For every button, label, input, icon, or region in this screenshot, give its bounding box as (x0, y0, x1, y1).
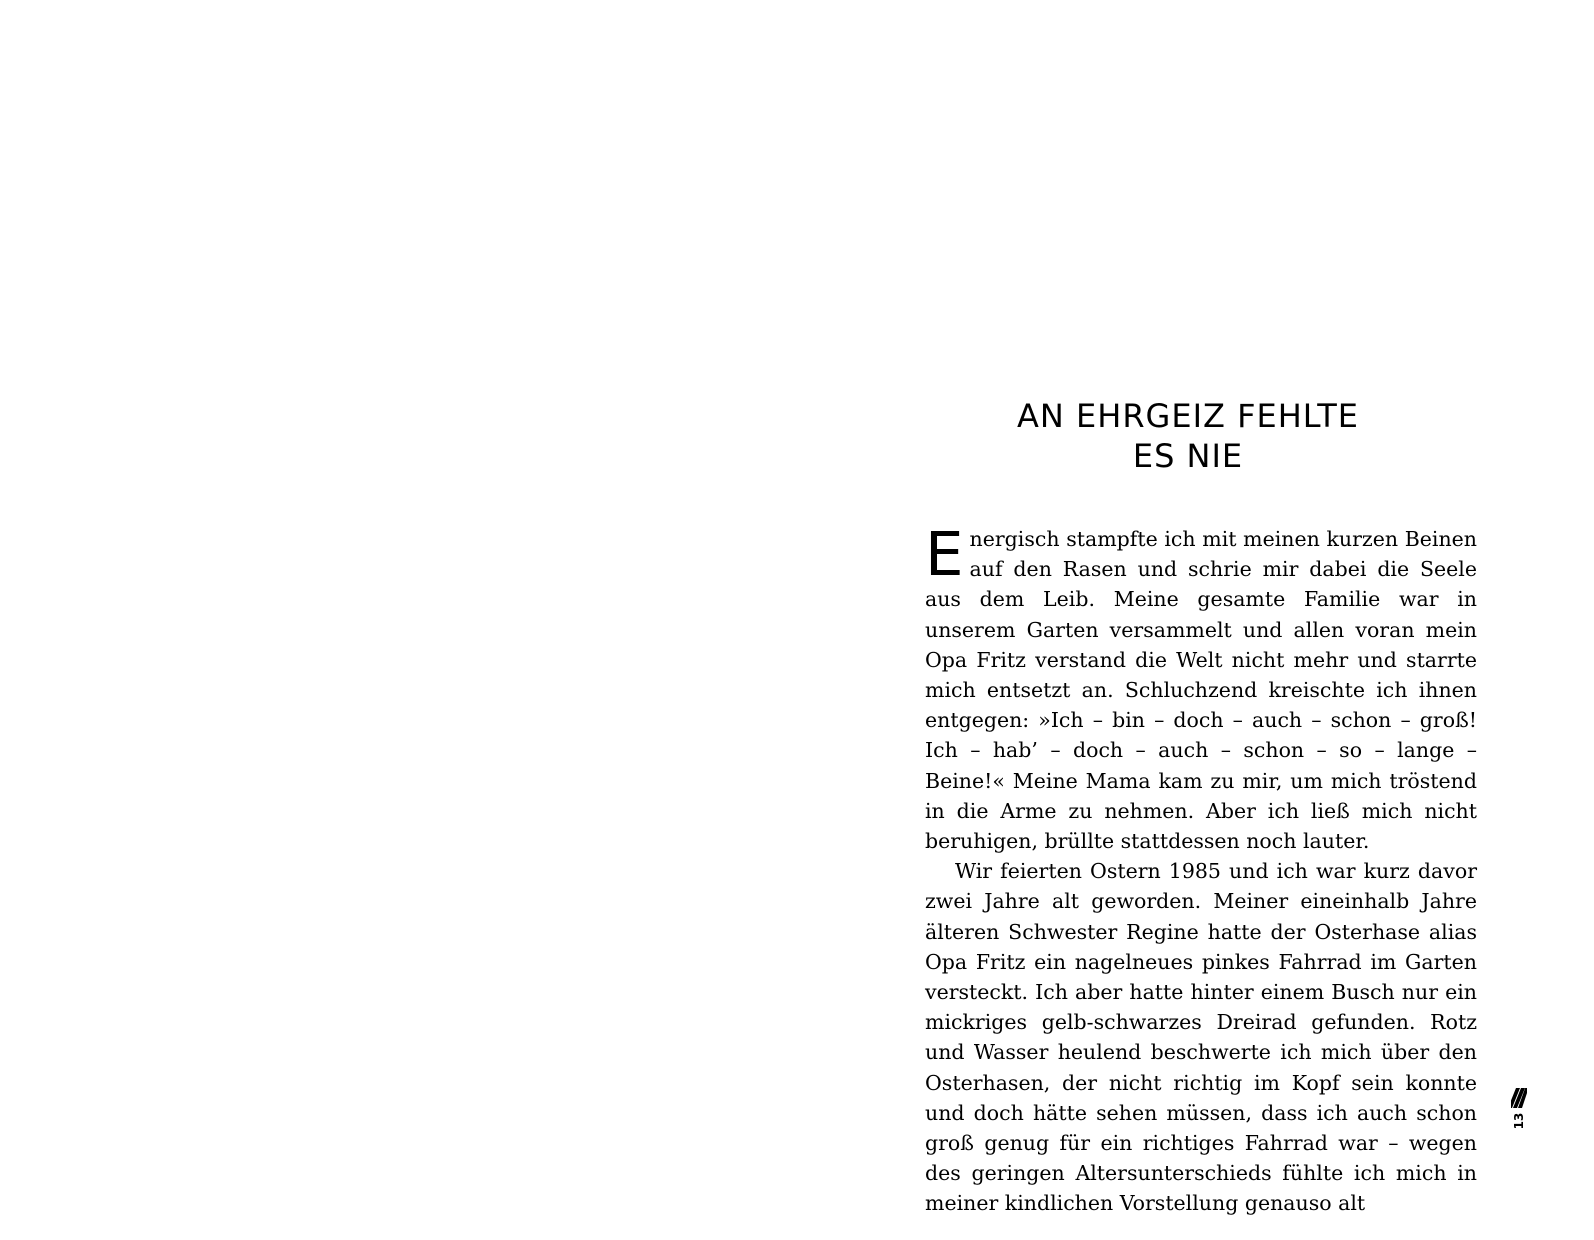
paragraph-1-text: nergisch stampfte ich mit meinen kurzen Beinen auf den Rasen und schrie mir dabei die Seele aus dem Leib. Meine gesamte Familie war in unserem Garten versammelt und allen voran mein Opa Fritz verstand die Welt nicht mehr und starrte mich entsetzt an. Schluchzend kreischte ich ihnen entgegen: »Ich – bin – doch – auch – schon – groß! Ich – hab’ – doch – auch – schon – so – lange – Beine!« Meine Mama kam zu mir, um mich tröstend in die Arme zu nehmen. Aber ich ließ mich nicht beruhigen, brüllte stattdessen noch lauter. (925, 527, 1477, 854)
chapter-title (902, 396, 1474, 476)
drop-cap: E (925, 519, 964, 590)
paragraph-2: Wir feierten Ostern 1985 und ich war kurz davor zwei Jahre alt geworden. Meiner eineinhalb Jahre älteren Schwester Regine hatte der Osterhase alias Opa Fritz ein nagelneues pinkes Fahrrad im Garten versteckt. Ich aber hatte hinter einem Busch nur ein mickriges gelb-schwarzes Dreirad gefunden. Rotz und Wasser heulend beschwerte ich mich über den Osterhasen, der nicht richtig im Kopf sein konnte und doch hätte sehen müssen, dass ich auch schon groß genug für ein richtiges Fahrrad war – wegen des geringen Altersunterschieds fühlte ich mich in meiner kindlichen Vorstellung genauso alt (925, 859, 1477, 1216)
chapter-title-line-1: AN EHRGEIZ FEHLTE (1017, 397, 1359, 435)
striped-bars-icon (1511, 1088, 1527, 1108)
paragraph-1 (925, 519, 1477, 856)
body-text (925, 519, 1477, 1219)
chapter-title-line-2: ES NIE (1132, 437, 1244, 475)
folio (1508, 1088, 1530, 1132)
page-number: 13 (1512, 1112, 1526, 1130)
